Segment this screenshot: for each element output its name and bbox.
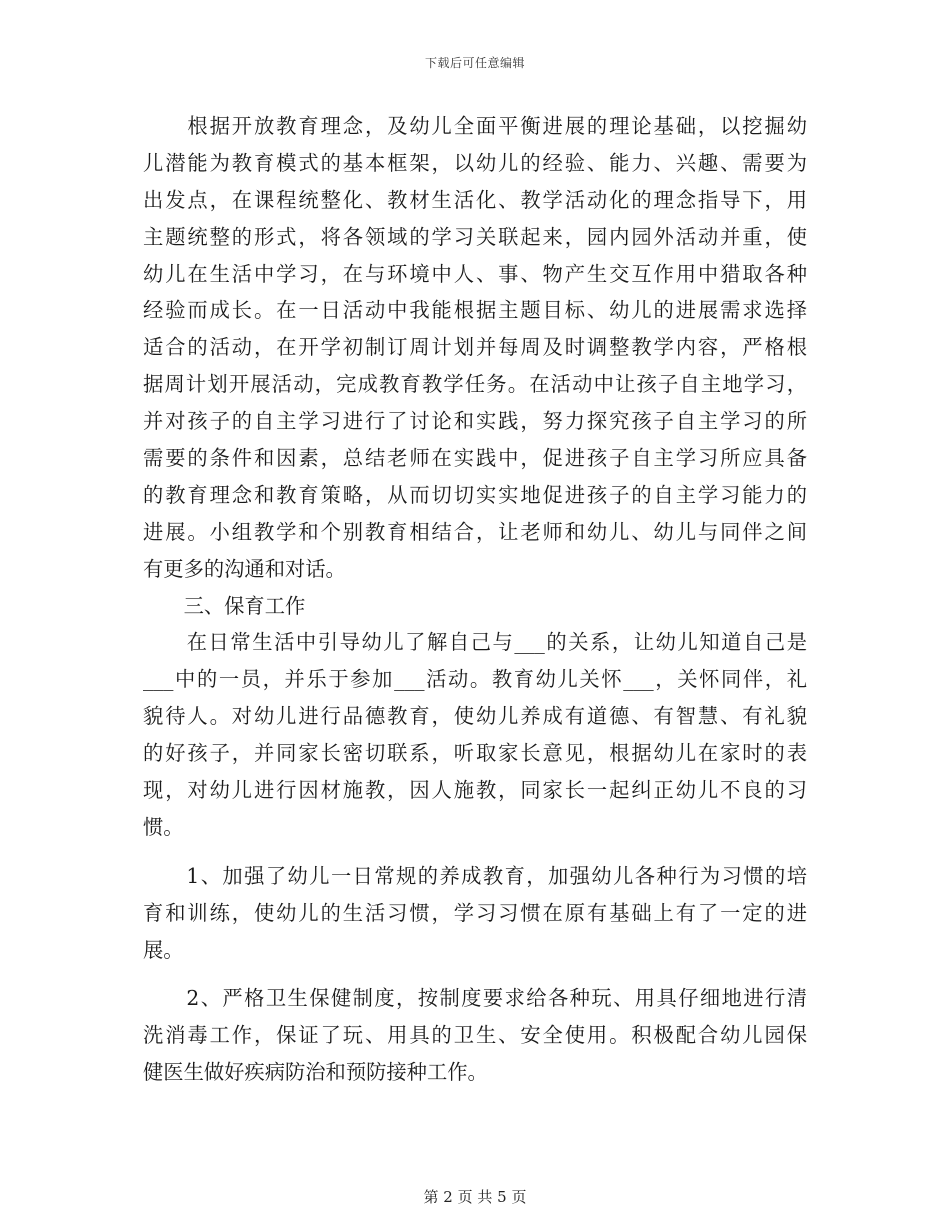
page-header: 下载后可任意编辑 <box>424 56 525 70</box>
page-number: 第 2 页 共 5 页 <box>423 1188 527 1206</box>
text-line: 展。 <box>143 937 184 962</box>
text-line: 现，对幼儿进行因材施教，因人施教，同家长一起纠正幼儿不良的习 <box>143 778 807 803</box>
text-line: 幼儿在生活中学习，在与环境中人、事、物产生交互作用中猎取各种 <box>143 261 807 286</box>
text-line: 出发点，在课程统整化、教材生活化、教学活动化的理念指导下，用 <box>143 187 807 212</box>
text-line: 1、加强了幼儿一日常规的养成教育，加强幼儿各种行为习惯的培 <box>143 863 807 888</box>
section-heading: 三、保育工作 <box>143 593 306 618</box>
text-line: 的好孩子，并同家长密切联系，听取家长意见，根据幼儿在家时的表 <box>143 741 807 766</box>
text-line: 健医生做好疾病防治和预防接种工作。 <box>143 1060 488 1085</box>
text-line: 在日常生活中引导幼儿了解自己与___的关系，让幼儿知道自己是 <box>143 630 807 655</box>
text-line: 育和训练，使幼儿的生活习惯，学习习惯在原有基础上有了一定的进 <box>143 900 807 925</box>
paragraph-spacer <box>143 846 807 858</box>
document-body <box>143 108 807 1091</box>
text-line: 2、严格卫生保健制度，按制度要求给各种玩、用具仔细地进行清 <box>143 986 807 1011</box>
text-line: ___中的一员，并乐于参加___活动。教育幼儿关怀___，关怀同伴，礼 <box>143 667 807 692</box>
text-line: 适合的活动，在开学初制订周计划并每周及时调整教学内容，严格根 <box>143 335 807 360</box>
paragraph-item-2 <box>143 980 807 1091</box>
text-line: 儿潜能为教育模式的基本框架，以幼儿的经验、能力、兴趣、需要为 <box>143 150 807 175</box>
text-line: 有更多的沟通和对话。 <box>143 556 346 581</box>
text-line: 主题统整的形式，将各领域的学习关联起来，园内园外活动并重，使 <box>143 224 807 249</box>
paragraph-care <box>143 624 807 845</box>
text-line: 并对孩子的自主学习进行了讨论和实践，努力探究孩子自主学习的所 <box>143 409 807 434</box>
text-line: 进展。小组教学和个别教育相结合，让老师和幼儿、幼儿与同伴之间 <box>143 519 807 544</box>
text-line: 需要的条件和因素，总结老师在实践中，促进孩子自主学习所应具备 <box>143 446 807 471</box>
text-line: 洗消毒工作，保证了玩、用具的卫生、安全使用。积极配合幼儿园保 <box>143 1023 807 1048</box>
text-line: 惯。 <box>143 814 184 839</box>
text-line: 据周计划开展活动，完成教育教学任务。在活动中让孩子自主地学习， <box>143 372 807 397</box>
text-line: 根据开放教育理念，及幼儿全面平衡进展的理论基础，以挖掘幼 <box>143 114 807 138</box>
text-line: 貌待人。对幼儿进行品德教育，使幼儿养成有道德、有智慧、有礼貌 <box>143 704 807 729</box>
paragraph-teaching <box>143 108 807 588</box>
text-line: 的教育理念和教育策略，从而切切实实地促进孩子的自主学习能力的 <box>143 482 807 507</box>
text-line: 经验而成长。在一日活动中我能根据主题目标、幼儿的进展需求选择 <box>143 298 807 323</box>
paragraph-item-1 <box>143 858 807 969</box>
paragraph-spacer <box>143 968 807 980</box>
